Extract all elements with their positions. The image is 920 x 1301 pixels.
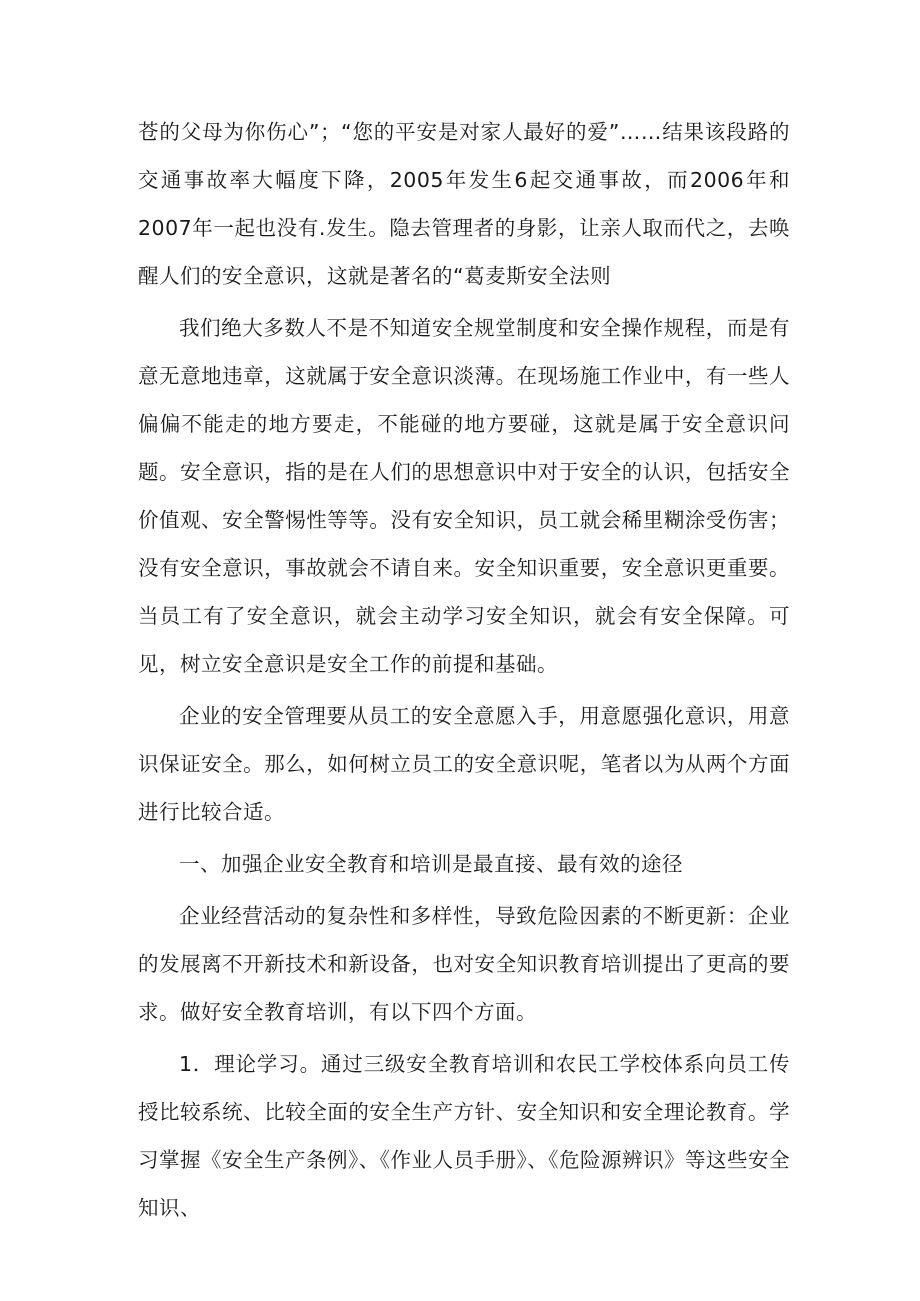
paragraph-enterprise-management: 企业的安全管理要从员工的安全意愿入手，用意愿强化意识，用意识保证安全。那么，如何树立员工的安全意识呢，笔者以为从两个方面进行比较合适。 (138, 704, 790, 824)
paragraph-gemais-rule: 苍的父母为你伤心”；“您的平安是对家人最好的爱”……结果该段路的交通事故率大幅度下降，2005年发生6起交通事故，而2006年和2007年一起也没有.发生。隐去管理者的身影，让亲人取而代之，去唤醒人们的安全意识，这就是著名的“葛麦斯安全法则 (138, 120, 790, 288)
paragraph-safety-awareness: 我们绝大多数人不是不知道安全规堂制度和安全操作规程，而是有意无意地违章，这就属于安全意识淡薄。在现场施工作业中，有一些人偏偏不能走的地方要走，不能碰的地方要碰，这就是属于安全意识问题。安全意识，指的是在人们的思想意识中对于安全的认识，包括安全价值观、安全警惕性等等。没有安全知识，员工就会稀里糊涂受伤害；没有安全意识，事故就会不请自来。安全知识重要，安全意识更重要。当员工有了安全意识，就会主动学习安全知识，就会有安全保障。可见，树立安全意识是安全工作的前提和基础。 (138, 316, 790, 676)
paragraph-education-training: 企业经营活动的复杂性和多样性，导致危险因素的不断更新：企业的发展离不开新技术和新设备，也对安全知识教育培训提出了更高的要求。做好安全教育培训，有以下四个方面。 (138, 904, 790, 1024)
section-heading-education: 一、加强企业安全教育和培训是最直接、最有效的途径 (179, 852, 683, 876)
document-body (138, 108, 790, 1236)
paragraph-theory-study: 1．理论学习。通过三级安全教育培训和农民工学校体系向员工传授比较系统、比较全面的安全生产方针、安全知识和安全理论教育。学习掌握《安全生产条例》、《作业人员手册》、《危险源辨识》等这些安全知识、 (138, 1052, 790, 1220)
